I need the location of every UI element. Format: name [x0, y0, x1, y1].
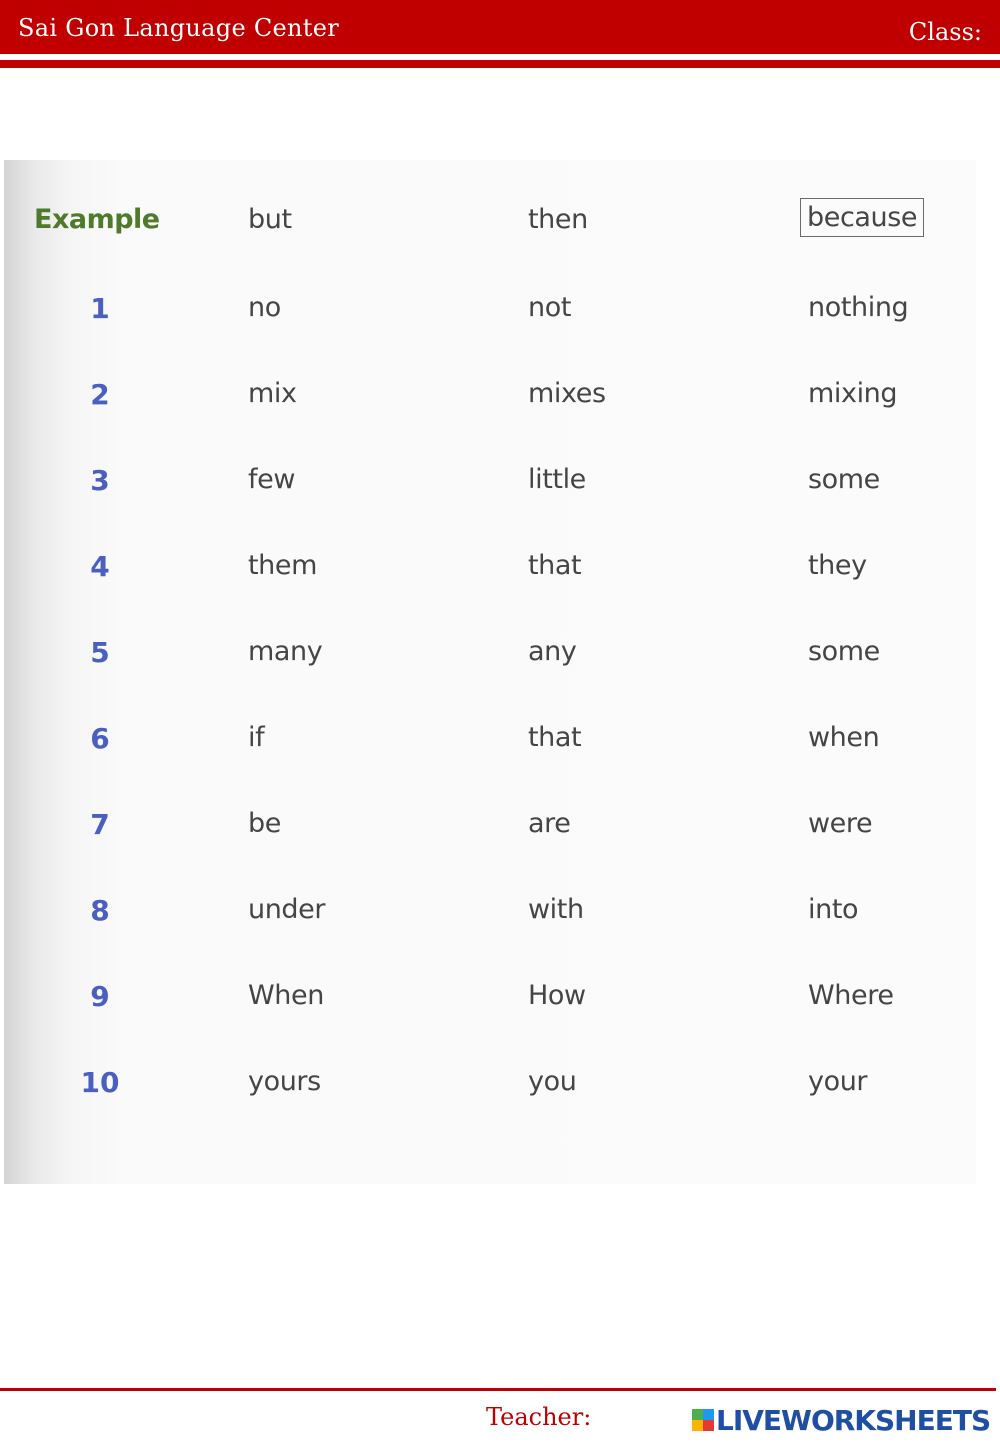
teacher-label: Teacher:	[486, 1403, 592, 1431]
question-number: 3	[90, 464, 110, 497]
word-option[interactable]: no	[248, 292, 281, 323]
word-option[interactable]: were	[808, 808, 873, 839]
word-option[interactable]: when	[808, 722, 880, 753]
word-option[interactable]: then	[528, 204, 588, 235]
word-option[interactable]: them	[248, 550, 318, 581]
example-row	[4, 204, 976, 264]
liveworksheets-logo	[692, 1404, 990, 1436]
liveworksheets-logo-icon	[692, 1409, 714, 1431]
word-option[interactable]: yours	[248, 1066, 321, 1097]
question-number: 2	[90, 378, 110, 411]
word-option[interactable]: mix	[248, 378, 297, 409]
footer-divider	[0, 1388, 996, 1391]
question-row	[4, 980, 976, 1040]
word-option[interactable]: you	[528, 1066, 577, 1097]
word-option[interactable]: little	[528, 464, 586, 495]
word-option[interactable]: some	[808, 464, 880, 495]
word-option[interactable]: but	[248, 204, 292, 235]
question-number: 4	[90, 550, 110, 583]
question-number: 10	[80, 1066, 120, 1099]
question-number: 6	[90, 722, 110, 755]
word-option[interactable]: many	[248, 636, 323, 667]
header-divider	[0, 60, 1000, 68]
question-number: 7	[90, 808, 110, 841]
class-label: Class:	[908, 18, 982, 46]
question-number: 8	[90, 894, 110, 927]
question-row	[4, 550, 976, 610]
word-option[interactable]: under	[248, 894, 326, 925]
word-option[interactable]: few	[248, 464, 295, 495]
word-option[interactable]: Where	[808, 980, 894, 1011]
question-number: 1	[90, 292, 110, 325]
center-name: Sai Gon Language Center	[18, 14, 340, 42]
word-option[interactable]: that	[528, 550, 582, 581]
word-option[interactable]: that	[528, 722, 582, 753]
word-option[interactable]: some	[808, 636, 880, 667]
word-option[interactable]: they	[808, 550, 867, 581]
word-option[interactable]: be	[248, 808, 281, 839]
example-label: Example	[34, 204, 160, 235]
question-number: 5	[90, 636, 110, 669]
word-option[interactable]: How	[528, 980, 586, 1011]
word-option[interactable]: are	[528, 808, 571, 839]
word-option[interactable]: any	[528, 636, 577, 667]
word-option[interactable]: mixes	[528, 378, 606, 409]
word-option[interactable]: not	[528, 292, 572, 323]
question-row	[4, 808, 976, 868]
word-option[interactable]: if	[248, 722, 265, 753]
word-option[interactable]: nothing	[808, 292, 909, 323]
word-option[interactable]: your	[808, 1066, 868, 1097]
question-number: 9	[90, 980, 110, 1013]
question-row	[4, 1066, 976, 1126]
word-option[interactable]: mixing	[808, 378, 898, 409]
header-bar	[0, 0, 1000, 54]
question-row	[4, 722, 976, 782]
question-row	[4, 292, 976, 352]
question-row	[4, 636, 976, 696]
example-answer-box: because	[800, 198, 924, 237]
question-row	[4, 464, 976, 524]
word-option[interactable]: with	[528, 894, 584, 925]
exercise-sheet	[4, 160, 976, 1184]
word-option[interactable]: When	[248, 980, 324, 1011]
question-row	[4, 894, 976, 954]
question-row	[4, 378, 976, 438]
liveworksheets-logo-text: LIVEWORKSHEETS	[716, 1403, 991, 1437]
word-option[interactable]: into	[808, 894, 859, 925]
